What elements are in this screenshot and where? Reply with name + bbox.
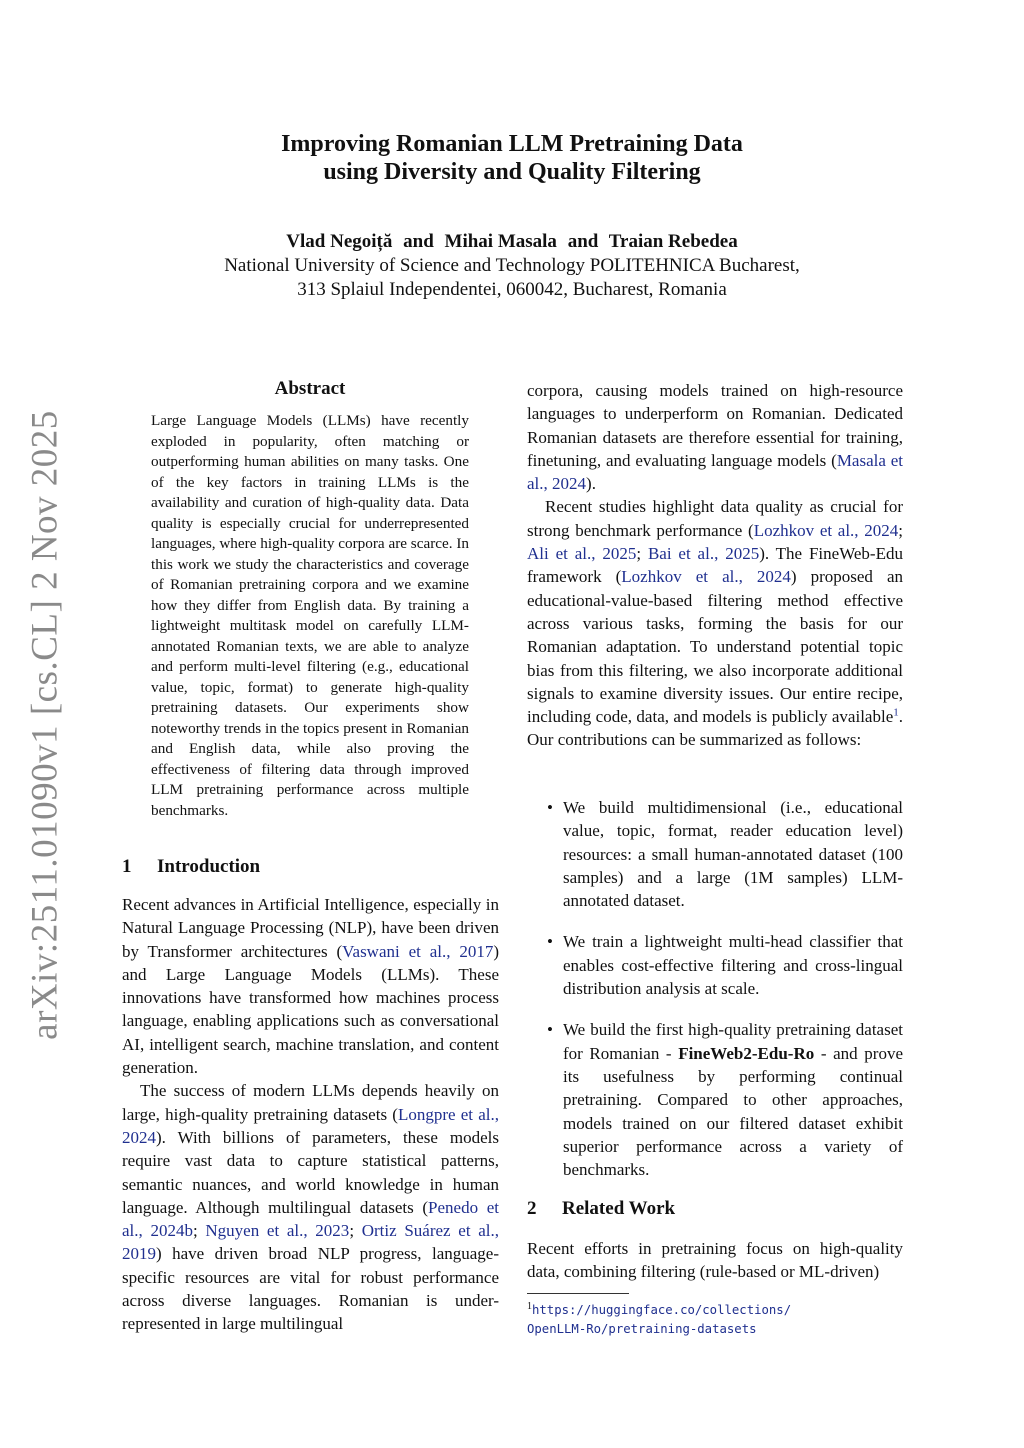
introduction-body bbox=[122, 893, 499, 1336]
citation-link[interactable]: Vaswani et al., 2017 bbox=[342, 941, 494, 961]
citation-link[interactable]: Lozhkov et al., 2024 bbox=[621, 567, 791, 587]
related-work-body: Recent efforts in pretraining focus on high-quality data, combining filtering (rule-based or ML-driven) bbox=[527, 1239, 903, 1282]
text-run: The success of modern LLMs depends heavily on large, high-quality pretraining datasets ( bbox=[122, 1081, 499, 1124]
bullet-icon: • bbox=[547, 798, 553, 817]
citation-link[interactable]: Ortiz Suárez et al., 2019 bbox=[122, 1221, 500, 1264]
affiliation-line-1: National University of Science and Technology POLITEHNICA Bucharest, bbox=[224, 255, 800, 276]
right-column-body bbox=[527, 379, 903, 752]
list-item bbox=[545, 1018, 903, 1181]
contributions-list bbox=[545, 796, 903, 1199]
citation-link[interactable]: Bai et al., 2025 bbox=[647, 544, 760, 564]
text-run: ; bbox=[898, 520, 903, 540]
list-item bbox=[545, 796, 903, 912]
section-title: Related Work bbox=[562, 1198, 676, 1219]
text-run: Recent studies highlight data quality as crucial for strong benchmark performance ( bbox=[527, 497, 903, 540]
footnote-url-line-2[interactable]: OpenLLM-Ro/pretraining-datasets bbox=[527, 1321, 757, 1336]
title-line-2: using Diversity and Quality Filtering bbox=[323, 159, 701, 185]
text-run: ) and Large Language Models (LLMs). These innovations have transformed how machines process language, enabling applications such as conversational AI, intelligent search, machine translation, and content generation. bbox=[122, 941, 499, 1078]
affiliation-line-2: 313 Splaiul Independentei, 060042, Bucharest, Romania bbox=[297, 279, 727, 300]
citation-link[interactable]: Masala et al., 2024 bbox=[527, 450, 904, 494]
author-conjunction: and bbox=[567, 231, 599, 252]
author-names bbox=[150, 230, 874, 254]
text-run: ). With billions of parameters, these models require vast data to capture statistical patterns, semantic nuances, and world knowledge in human language. Although multilingual datasets ( bbox=[122, 1127, 499, 1217]
citation-link[interactable]: Longpre et al., 2024 bbox=[122, 1104, 499, 1147]
list-item bbox=[545, 930, 903, 1000]
citation-link[interactable]: Lozhkov et al., 2024 bbox=[753, 520, 899, 540]
paragraph bbox=[122, 1079, 499, 1335]
section-heading-related-work bbox=[527, 1198, 675, 1220]
footnote-divider bbox=[527, 1293, 629, 1294]
list-item-text: We build the first high-quality pretraining dataset for Romanian - bbox=[563, 1020, 903, 1063]
footnote-marker[interactable]: 1 bbox=[893, 706, 899, 719]
author-3: Traian Rebedea bbox=[608, 231, 738, 252]
arxiv-side-stamp bbox=[14, 410, 76, 1040]
text-run: ; bbox=[192, 1221, 206, 1241]
citation-link[interactable]: Penedo et al., 2024b bbox=[122, 1197, 499, 1241]
footnote bbox=[527, 1298, 907, 1338]
text-run: ) have driven broad NLP progress, language-specific resources are vital for robust performance across diverse languages. Romanian is under-represented in large multilingual bbox=[122, 1244, 499, 1334]
section-number: 1 bbox=[122, 856, 132, 877]
text-run: ; bbox=[636, 544, 648, 564]
text-run: ). bbox=[586, 474, 596, 494]
abstract-text: Large Language Models (LLMs) have recently exploded in popularity, often matching or outperforming human abilities on many tasks. One of the key factors in training LLMs is the availability and curation of high-quality data. Data quality is especially crucial for underrepresented languages, where high-quality corpora are scarce. In this work we study the characteristics and coverage of Romanian pretraining corpora and we examine how they differ from English data. By training a lightweight multitask model on carefully LLM-annotated Romanian texts, we are able to analyze and perform multi-level filtering (e.g., educational value, topic, format) to generate high-quality pretraining datasets. Our experiments show noteworthy trends in the topics present in Romanian and English data, while also proving the effectiveness of filtering data through improved LLM pretraining performance across multiple benchmarks. bbox=[151, 412, 469, 819]
bullet-icon: • bbox=[547, 932, 553, 952]
title-line-1: Improving Romanian LLM Pretraining Data bbox=[281, 131, 743, 157]
list-item-text: We train a lightweight multi-head classifier that enables cost-effective filtering and cross-lingual distribution analysis at scale. bbox=[563, 932, 903, 999]
citation-link[interactable]: Ali et al., 2025 bbox=[527, 544, 637, 564]
list-item-text: We build multidimensional (i.e., educational value, topic, format, reader education level) resources: a small human-annotated dataset (100 samples) and a large (1M samples) LLM-annotated dataset. bbox=[563, 798, 903, 911]
citation-link[interactable]: Nguyen et al., 2023 bbox=[205, 1221, 350, 1241]
text-run: ; bbox=[349, 1221, 362, 1241]
paragraph bbox=[527, 379, 903, 495]
paragraph bbox=[527, 495, 903, 751]
author-conjunction: and bbox=[403, 231, 434, 252]
author-1: Vlad Negoiță bbox=[286, 231, 393, 252]
footnote-url-line-1[interactable]: https://huggingface.co/collections/ bbox=[532, 1303, 792, 1318]
section-heading-introduction bbox=[122, 856, 260, 878]
text-run: ). The FineWeb-Edu framework ( bbox=[527, 544, 903, 587]
text-run: corpora, causing models trained on high-resource languages to underperform on Romanian. Dedicated Romanian datasets are therefore essential for training, finetuning, and evaluating language models ( bbox=[527, 381, 903, 470]
section-number: 2 bbox=[527, 1198, 537, 1219]
list-item-text: - and prove its usefulness by performing continual pretraining. Compared to other approaches, models trained on our filtered dataset exhibit superior performance across a variety of benchmarks. bbox=[563, 1043, 903, 1180]
text-run: . Our contributions can be summarized as follows: bbox=[527, 707, 903, 750]
text-run: ) proposed an educational-value-based filtering method effective across various tasks, forming the basis for our Romanian adaptation. To understand potential topic bias from this filtering, we also incorporate additional signals to examine diversity issues. Our entire recipe, including code, data, and models is publicly available bbox=[527, 567, 903, 727]
author-2: Mihai Masala bbox=[444, 231, 557, 252]
footnote-number: 1 bbox=[527, 1301, 532, 1312]
bullet-icon: • bbox=[547, 1020, 553, 1040]
text-run: Recent advances in Artificial Intelligence, especially in Natural Language Processing (NLP), have been driven by Transformer architectures ( bbox=[122, 895, 499, 961]
dataset-name: FineWeb2-Edu-Ro bbox=[678, 1043, 815, 1063]
paper-title bbox=[180, 130, 844, 186]
section-title: Introduction bbox=[157, 856, 261, 877]
paragraph bbox=[122, 893, 499, 1079]
abstract-heading: Abstract bbox=[274, 378, 346, 399]
author-block bbox=[150, 230, 874, 302]
arxiv-identifier: arXiv:2511.01090v1 [cs.CL] 2 Nov 2025 bbox=[24, 410, 66, 1040]
